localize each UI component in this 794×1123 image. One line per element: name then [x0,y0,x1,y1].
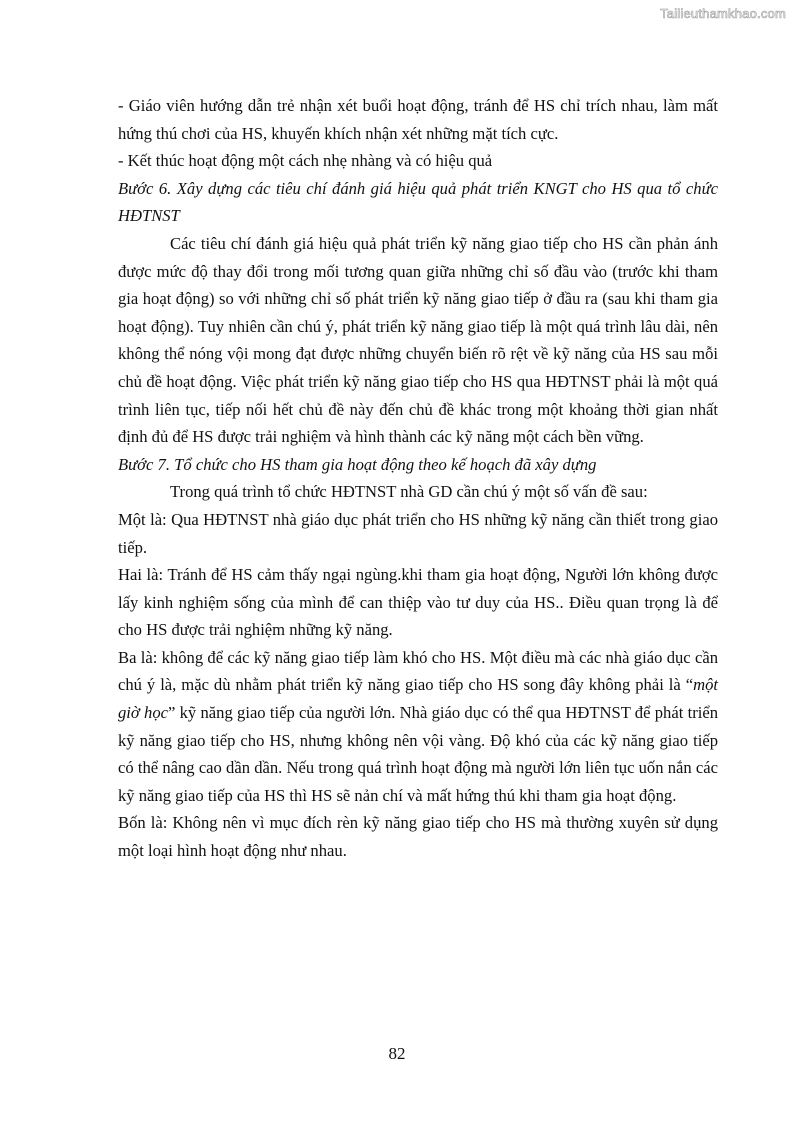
point-three-emphasis: một giờ học [118,675,718,723]
paragraph-point-three [118,644,718,810]
document-body [118,92,718,865]
paragraph-organization-notes: Trong quá trình tổ chức HĐTNST nhà GD cần chú ý một số vấn đề sau: [170,482,648,502]
heading-step-7: Bước 7. Tổ chức cho HS tham gia hoạt động theo kế hoạch đã xây dựng [118,454,597,474]
heading-step-6: Bước 6. Xây dựng các tiêu chí đánh giá hiệu quả phát triển KNGT cho HS qua tổ chức HĐTNST [118,178,718,226]
paragraph-point-two: Hai là: Tránh để HS cảm thấy ngại ngùng.khi tham gia hoạt động, Người lớn không được lấy kinh nghiệm sống của mình để can thiệp vào tư duy của HS.. Điều quan trọng là để cho HS được trải nghiệm những kỹ năng. [118,565,718,640]
watermark-text: Tailieuthamkhao.com [660,6,786,21]
point-three-text-start: Ba là: không để các kỹ năng giao tiếp làm khó cho HS. Một điều mà các nhà giáo dục cần chú ý là, mặc dù nhằm phát triển kỹ năng giao tiếp cho HS song đây không phải là “ [118,647,718,695]
paragraph-teacher-guidance: - Giáo viên hướng dẫn trẻ nhận xét buổi hoạt động, tránh để HS chỉ trích nhau, làm mất hứng thú chơi của HS, khuyến khích nhận xét những mặt tích cực. [118,96,718,143]
point-three-text-end: ” kỹ năng giao tiếp của người lớn. Nhà giáo dục có thể qua HĐTNST để phát triển kỹ năng giao tiếp cho HS, nhưng không nên vội vàng. Độ khó của các kỹ năng giao tiếp có thể nâng cao dần dần. Nếu trong quá trình hoạt động mà người lớn liên tục uốn nắn các kỹ năng giao tiếp của HS thì HS sẽ nản chí và mất hứng thú khi tham gia hoạt động. [118,703,718,805]
paragraph-point-one: Một là: Qua HĐTNST nhà giáo dục phát triển cho HS những kỹ năng cần thiết trong giao tiếp. [118,509,718,557]
paragraph-point-four: Bốn là: Không nên vì mục đích rèn kỹ năng giao tiếp cho HS mà thường xuyên sử dụng một loại hình hoạt động như nhau. [118,813,718,861]
paragraph-end-activity: - Kết thúc hoạt động một cách nhẹ nhàng và có hiệu quả [118,151,493,171]
page-number: 82 [388,1044,406,1063]
paragraph-evaluation-criteria: Các tiêu chí đánh giá hiệu quả phát triển kỹ năng giao tiếp cho HS cần phản ánh được mức độ thay đổi trong mối tương quan giữa những chỉ số đầu vào (trước khi tham gia hoạt động) so với những chỉ số phát triển kỹ năng giao tiếp ở đầu ra (sau khi tham gia hoạt động). Tuy nhiên cần chú ý, phát triển kỹ năng giao tiếp là một quá trình lâu dài, nên không thể nóng vội mong đạt được những chuyển biến rõ rệt về kỹ năng của HS sau mỗi chủ đề hoạt động. Việc phát triển kỹ năng giao tiếp cho HS qua HĐTNST phải là một quá trình liên tục, tiếp nối hết chủ đề này đến chủ đề khác trong một khoảng thời gian nhất định đủ để HS được trải nghiệm và hình thành các kỹ năng một cách bền vững. [118,233,718,447]
